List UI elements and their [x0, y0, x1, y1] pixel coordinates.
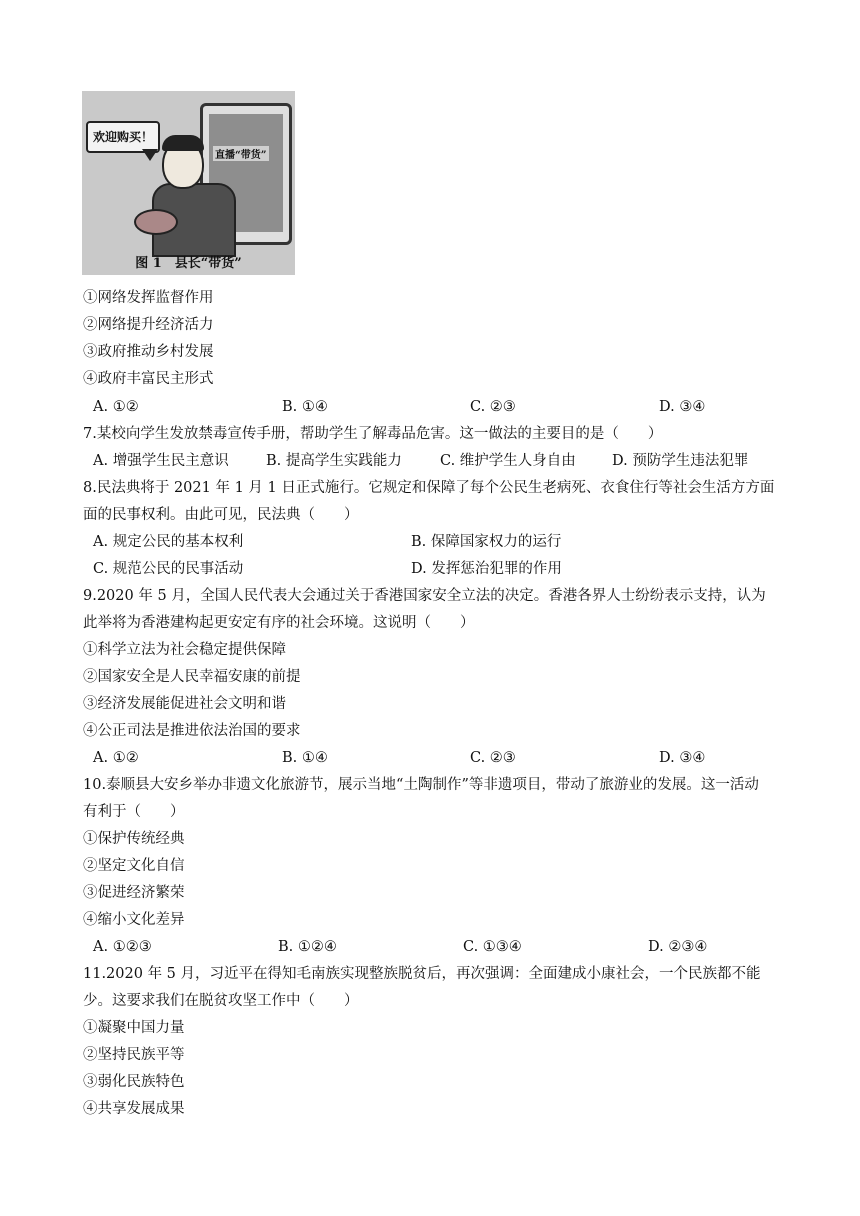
figure-county-head-livestream [82, 91, 295, 275]
q11-statement-2: ②坚持民族平等 [83, 1047, 185, 1063]
q9-option-a: A. ①② [93, 750, 139, 766]
q11-stem-line-1: 11.2020 年 5 月，习近平在得知毛南族实现整族脱贫后，再次强调：全面建成小康社会，一个民族都不能 [83, 966, 761, 982]
q6-statement-3: ③政府推动乡村发展 [83, 344, 214, 360]
q9-statement-4: ④公正司法是推进依法治国的要求 [83, 723, 301, 739]
q10-option-a: A. ①②③ [93, 939, 152, 955]
q7-option-c: C. 维护学生人身自由 [440, 453, 576, 469]
screen-label: 直播“带货” [213, 146, 269, 161]
q9-statement-1: ①科学立法为社会稳定提供保障 [83, 642, 286, 658]
q9-option-c: C. ②③ [470, 750, 516, 766]
q8-option-b: B. 保障国家权力的运行 [411, 534, 562, 550]
q10-statement-4: ④缩小文化差异 [83, 912, 185, 928]
q7-option-a: A. 增强学生民主意识 [93, 453, 229, 469]
q10-statement-2: ②坚定文化自信 [83, 858, 185, 874]
q10-stem-line-2: 有利于（ ） [83, 804, 185, 820]
q11-statement-1: ①凝聚中国力量 [83, 1020, 185, 1036]
q8-option-a: A. 规定公民的基本权利 [93, 534, 244, 550]
product-plate-illustration [134, 209, 178, 235]
q6-option-a: A. ①② [93, 399, 139, 415]
q10-option-c: C. ①③④ [463, 939, 522, 955]
man-hair-illustration [162, 135, 204, 151]
q6-option-d: D. ③④ [659, 399, 706, 415]
q9-statement-2: ②国家安全是人民幸福安康的前提 [83, 669, 301, 685]
figure-caption: 图 1 县长“带货” [135, 256, 242, 271]
q8-option-d: D. 发挥惩治犯罪的作用 [411, 561, 562, 577]
q7-option-b: B. 提高学生实践能力 [266, 453, 402, 469]
q11-statement-4: ④共享发展成果 [83, 1101, 185, 1117]
q9-stem-line-2: 此举将为香港建构起更安定有序的社会环境。这说明（ ） [83, 615, 475, 631]
q7-option-d: D. 预防学生违法犯罪 [612, 453, 749, 469]
q9-stem-line-1: 9.2020 年 5 月，全国人民代表大会通过关于香港国家安全立法的决定。香港各界人士纷纷表示支持，认为 [83, 588, 766, 604]
q6-option-b: B. ①④ [282, 399, 328, 415]
q6-statement-1: ①网络发挥监督作用 [83, 290, 214, 306]
q10-option-d: D. ②③④ [648, 939, 708, 955]
q9-statement-3: ③经济发展能促进社会文明和谐 [83, 696, 286, 712]
q10-option-b: B. ①②④ [278, 939, 337, 955]
q8-option-c: C. 规范公民的民事活动 [93, 561, 244, 577]
q10-statement-3: ③促进经济繁荣 [83, 885, 185, 901]
q8-stem-line-2: 面的民事权利。由此可见，民法典（ ） [83, 507, 359, 523]
q8-stem-line-1: 8.民法典将于 2021 年 1 月 1 日正式施行。它规定和保障了每个公民生老病死、衣食住行等社会生活方方面 [83, 480, 775, 496]
q9-option-b: B. ①④ [282, 750, 328, 766]
q9-option-d: D. ③④ [659, 750, 706, 766]
q6-option-c: C. ②③ [470, 399, 516, 415]
q10-statement-1: ①保护传统经典 [83, 831, 185, 847]
speech-bubble: 欢迎购买！ [86, 121, 160, 153]
q7-stem: 7.某校向学生发放禁毒宣传手册，帮助学生了解毒品危害。这一做法的主要目的是（ ） [83, 426, 663, 442]
q10-stem-line-1: 10.泰顺县大安乡举办非遗文化旅游节，展示当地“土陶制作”等非遗项目，带动了旅游业的发展。这一活动 [83, 777, 759, 793]
q6-statement-2: ②网络提升经济活力 [83, 317, 214, 333]
q11-stem-line-2: 少。这要求我们在脱贫攻坚工作中（ ） [83, 993, 359, 1009]
q6-statement-4: ④政府丰富民主形式 [83, 371, 214, 387]
speech-bubble-tail [142, 149, 158, 161]
q11-statement-3: ③弱化民族特色 [83, 1074, 185, 1090]
